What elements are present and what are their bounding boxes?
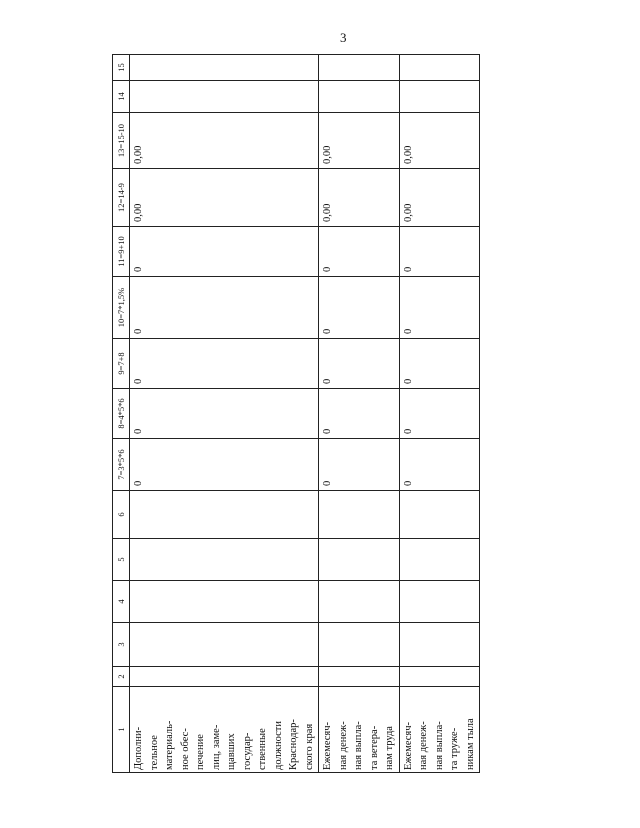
table-row: [319, 55, 400, 773]
cell-value: 0: [322, 428, 333, 434]
cell-value: 0: [322, 378, 333, 384]
table-cell: [130, 169, 319, 227]
cell-value: [400, 491, 404, 538]
table-cell: [399, 623, 480, 667]
table-cell: [319, 623, 400, 667]
cell-value: [319, 81, 323, 112]
cell-value: 0,00: [322, 145, 333, 164]
table-cell: [130, 491, 319, 539]
cell-value: 0,00: [402, 145, 414, 164]
table-cell: [399, 55, 480, 81]
table-cell: [319, 81, 400, 113]
row-label-line: Ежемесяч-: [402, 721, 414, 770]
column-header: 6: [113, 491, 130, 539]
data-table: [112, 54, 480, 773]
table-cell: [319, 169, 400, 227]
page-number: 3: [340, 30, 347, 45]
cell-value: 0,00: [133, 203, 144, 222]
column-header: 13=15-10: [113, 113, 130, 169]
cell-value: 0: [322, 266, 333, 272]
cell-value: [400, 581, 404, 622]
row-label: [130, 687, 319, 773]
cell-value: 0: [402, 266, 414, 272]
row-label-line: та ветера-: [368, 725, 380, 770]
cell-value: 0,00: [402, 203, 414, 222]
cell-value: 0: [402, 328, 414, 334]
row-label-line: лиц, заме-: [210, 724, 222, 770]
column-header: 14: [113, 81, 130, 113]
column-header: 12=14-9: [113, 169, 130, 227]
table-cell: [399, 81, 480, 113]
cell-value: [130, 667, 134, 686]
cell-value: 0,00: [133, 145, 144, 164]
table-cell: [130, 439, 319, 491]
cell-value: 0: [322, 328, 333, 334]
row-label-line: тельное: [148, 735, 160, 770]
row-label-line: должности: [272, 721, 284, 770]
column-header: 8=4*5*6: [113, 389, 130, 439]
cell-value: 0: [133, 378, 144, 384]
table-cell: [399, 169, 480, 227]
cell-value: [400, 623, 404, 666]
table-row: [399, 55, 480, 773]
table-cell: [319, 55, 400, 81]
table-cell: [319, 389, 400, 439]
cell-value: [130, 581, 134, 622]
table-cell: [130, 113, 319, 169]
row-label-line: материаль-: [164, 720, 175, 770]
table-cell: [130, 81, 319, 113]
table-cell: [130, 55, 319, 81]
table-cell: [319, 113, 400, 169]
row-label-line: ная денеж-: [337, 721, 349, 770]
table-cell: [399, 491, 480, 539]
row-label: [399, 687, 480, 773]
table-cell: [399, 539, 480, 581]
table-cell: [319, 277, 400, 339]
row-label-line: Дополни-: [133, 726, 144, 770]
table-cell: [130, 227, 319, 277]
cell-value: [319, 539, 323, 580]
column-header: 11=9+10: [113, 227, 130, 277]
row-label-line: Ежемесяч-: [322, 721, 333, 770]
table-row: [130, 55, 319, 773]
cell-value: [400, 667, 404, 686]
table-cell: [399, 113, 480, 169]
cell-value: 0: [402, 378, 414, 384]
table-cell: [130, 667, 319, 687]
row-label-line: ная выпла-: [433, 721, 445, 770]
row-label-line: щавших: [226, 733, 237, 770]
row-label-line: ное обес-: [179, 728, 191, 770]
table-cell: [399, 339, 480, 389]
table-cell: [319, 581, 400, 623]
column-header: 9=7+8: [113, 339, 130, 389]
cell-value: [319, 623, 323, 666]
row-label-line: ского края: [303, 723, 315, 770]
cell-value: [130, 623, 134, 666]
column-header: 2: [113, 667, 130, 687]
table-cell: [399, 439, 480, 491]
table-cell: [319, 539, 400, 581]
cell-value: [400, 539, 404, 580]
table-cell: [319, 667, 400, 687]
row-label-line: нам труда: [384, 726, 395, 770]
table-cell: [399, 277, 480, 339]
cell-value: [130, 539, 134, 580]
row-label-line: Краснодар-: [288, 719, 299, 770]
table-cell: [130, 277, 319, 339]
row-label-line: ственные: [257, 728, 268, 770]
cell-value: 0: [133, 266, 144, 272]
cell-value: 0: [133, 428, 144, 434]
table-cell: [319, 339, 400, 389]
table-cell: [319, 227, 400, 277]
column-header: 10=7*1,5%: [113, 277, 130, 339]
cell-value: [130, 491, 134, 538]
table-container: [112, 55, 476, 773]
cell-value: [319, 55, 323, 80]
cell-value: [400, 55, 404, 80]
table-cell: [319, 439, 400, 491]
column-header: 15: [113, 55, 130, 81]
row-label-line: та труже-: [449, 727, 460, 770]
cell-value: 0,00: [322, 203, 333, 222]
row-label-line: ная денеж-: [418, 721, 429, 770]
row-label-line: государ-: [241, 732, 253, 770]
cell-value: 0: [133, 328, 144, 334]
cell-value: 0: [402, 428, 414, 434]
cell-value: [400, 81, 404, 112]
cell-value: [130, 81, 134, 112]
cell-value: 0: [133, 480, 144, 486]
cell-value: [319, 581, 323, 622]
table-cell: [399, 667, 480, 687]
row-label-line: никам тыла: [464, 718, 476, 770]
table-cell: [399, 581, 480, 623]
column-header: 5: [113, 539, 130, 581]
column-header: 3: [113, 623, 130, 667]
table-cell: [130, 339, 319, 389]
column-header: 7=3*5*6: [113, 439, 130, 491]
table-cell: [319, 491, 400, 539]
table-cell: [399, 389, 480, 439]
row-label-line: печение: [195, 734, 206, 770]
cell-value: [319, 491, 323, 538]
cell-value: 0: [402, 480, 414, 486]
column-header: 4: [113, 581, 130, 623]
cell-value: [319, 667, 323, 686]
table-cell: [399, 227, 480, 277]
table-cell: [130, 539, 319, 581]
row-label: [319, 687, 400, 773]
column-header: 1: [113, 687, 130, 773]
table-cell: [130, 389, 319, 439]
table-cell: [130, 623, 319, 667]
table-header-row: [113, 55, 130, 773]
table-cell: [130, 581, 319, 623]
cell-value: 0: [322, 480, 333, 486]
cell-value: [130, 55, 134, 80]
row-label-line: ная выпла-: [353, 721, 364, 770]
